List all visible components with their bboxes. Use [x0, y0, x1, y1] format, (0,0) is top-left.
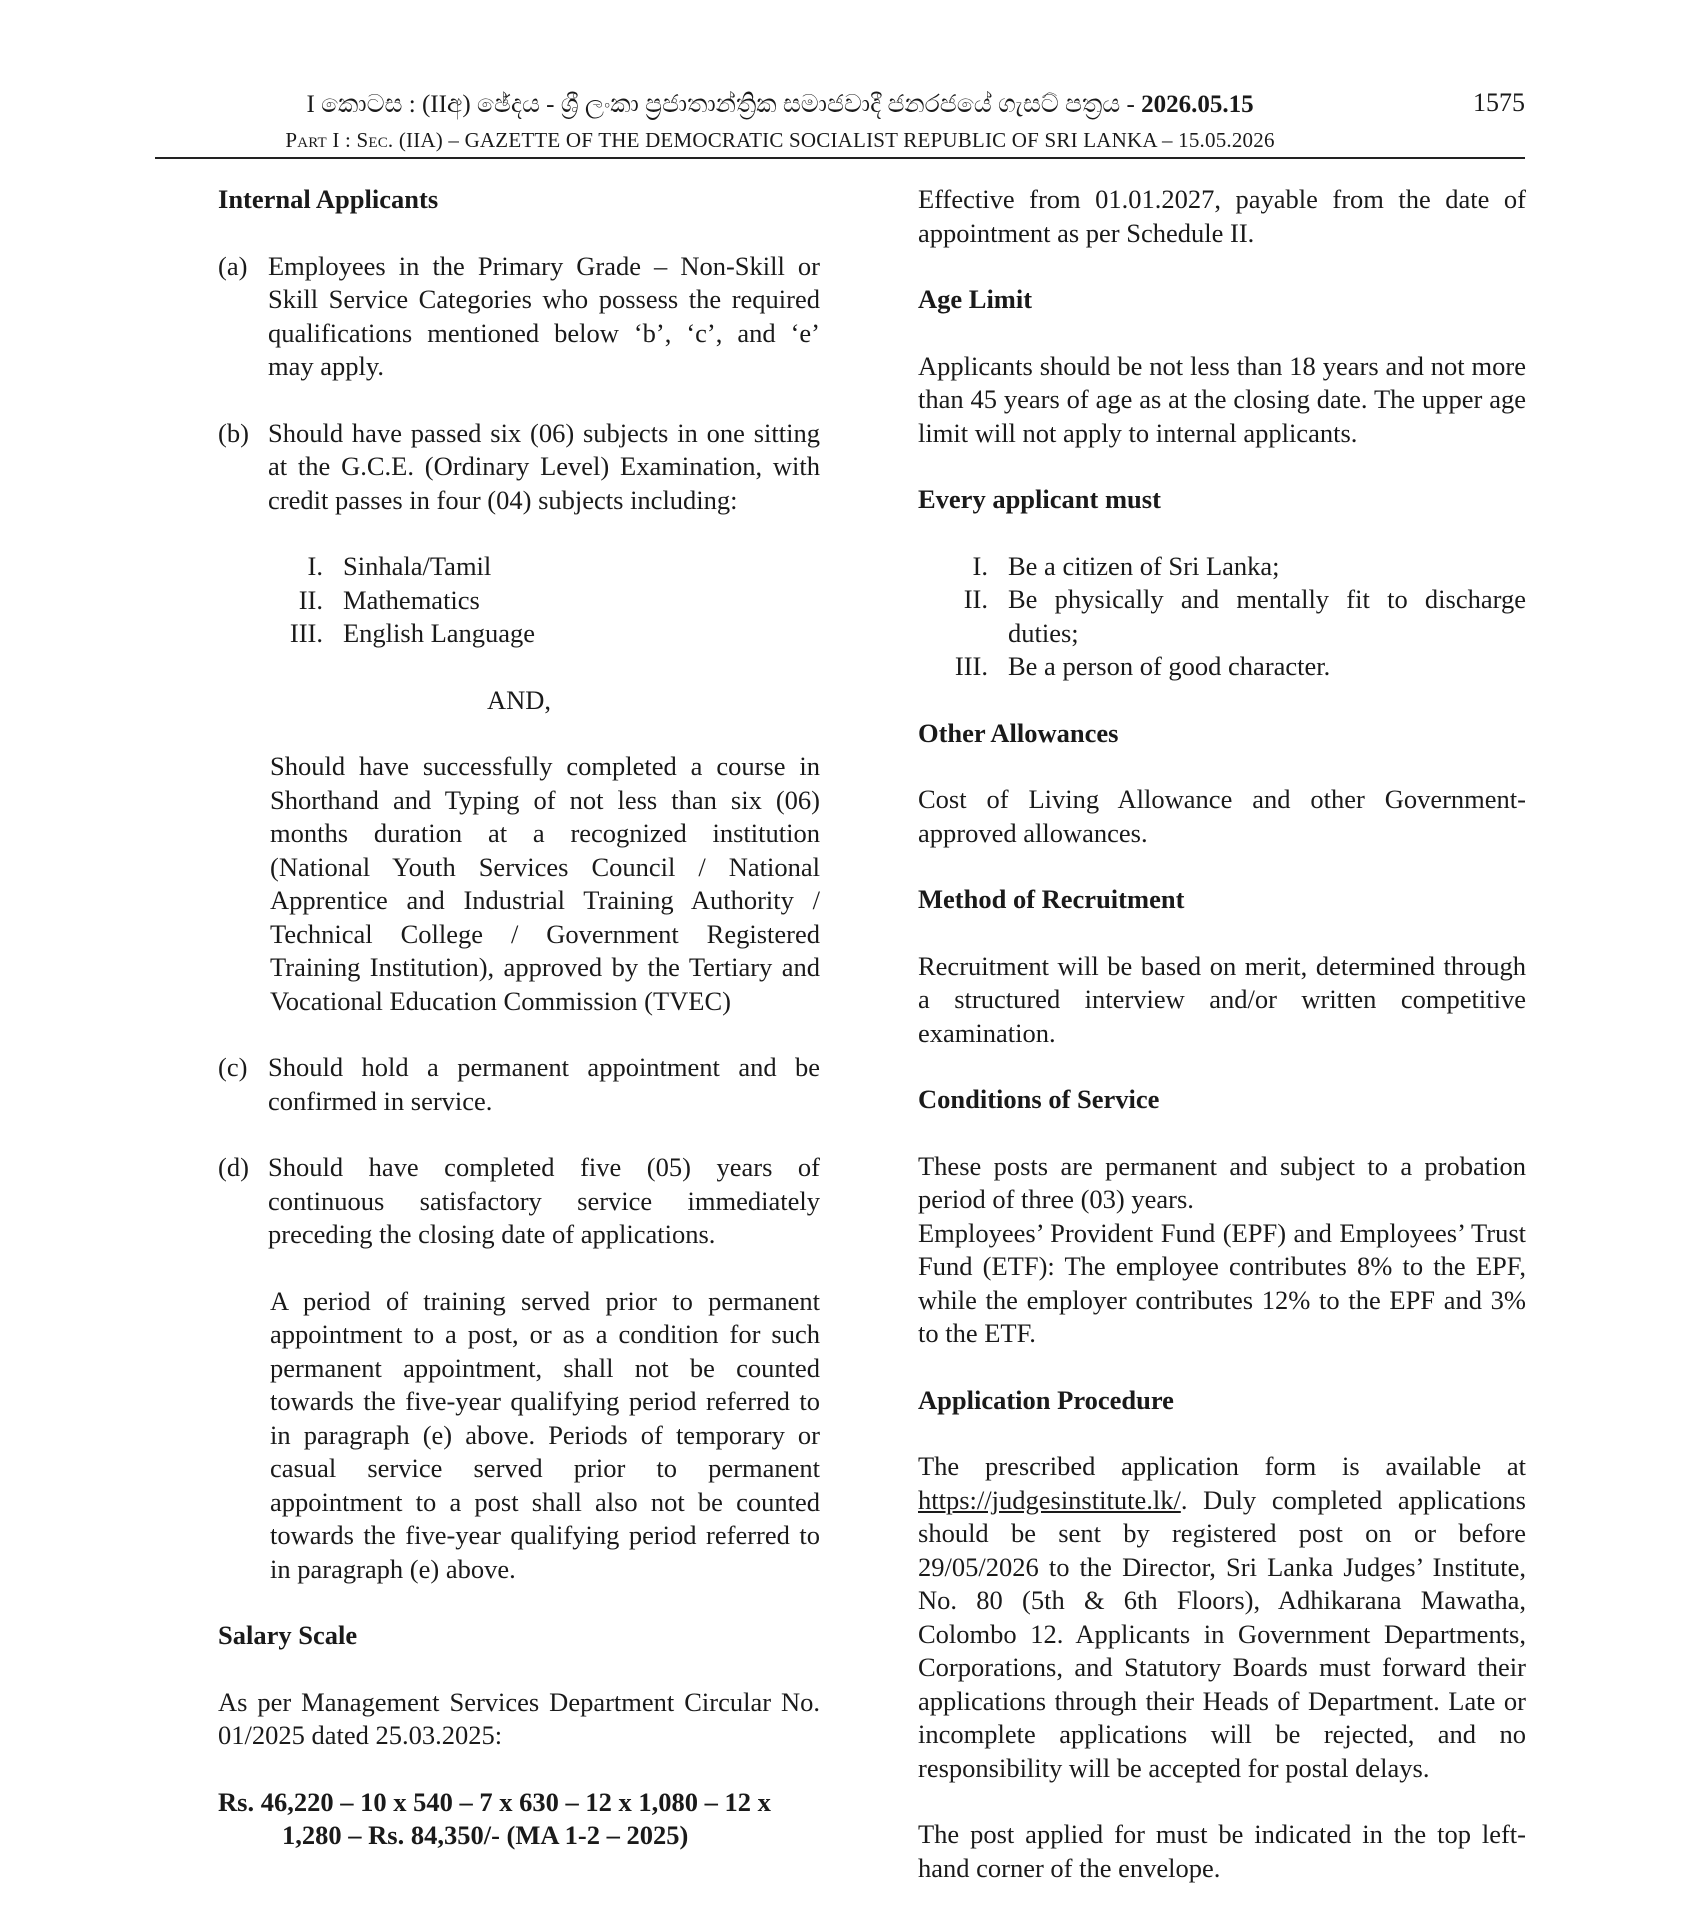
- every-applicant-heading: Every applicant must: [918, 484, 1161, 514]
- list-text: English Language: [343, 618, 536, 648]
- sinhala-header-line: [155, 88, 1405, 122]
- list-text: Be a citizen of Sri Lanka;: [1008, 550, 1280, 581]
- list-number: II.: [963, 584, 988, 614]
- item-text: Should hold a permanent appointment and be confirmed in service.: [268, 1052, 820, 1116]
- list-number: III.: [954, 651, 988, 681]
- list-number: II.: [298, 584, 323, 615]
- sinhala-header-title: I කොටස : (IIඅ) ඡේදය - ශ්‍රී ලංකා ප්‍රජාතාන්ත්‍රික සමාජවාදී ජනරජයේ ගැසට් පත්‍රය -: [306, 91, 1142, 118]
- list-item: [918, 550, 1526, 584]
- right-column: [918, 183, 1526, 1918]
- list-item: [218, 550, 820, 584]
- item-label: (b): [218, 417, 249, 448]
- salary-scale-line-2: 1,280 – Rs. 84,350/- (MA 1-2 – 2025): [282, 1820, 689, 1850]
- applicant-requirements-list: [918, 550, 1526, 684]
- header-part-label: Part I : Sec.: [285, 128, 399, 152]
- list-number: I.: [307, 551, 323, 581]
- and-conjunction: AND,: [486, 684, 552, 715]
- item-text: Employees in the Primary Grade – Non-Skill or Skill Service Categories who possess the required qualifications mentioned below ‘b’, ‘c’, and ‘e’ may apply.: [268, 250, 820, 381]
- requirement-c: [218, 1051, 820, 1118]
- list-text: Be a person of good character.: [1008, 651, 1331, 681]
- other-allowances-text: Cost of Living Allowance and other Government-approved allowances.: [918, 784, 1526, 848]
- age-limit-heading: Age Limit: [918, 284, 1033, 314]
- page-number: 1575: [1473, 88, 1525, 117]
- age-limit-text: Applicants should be not less than 18 years and not more than 45 years of age as at the closing date. The upper age limit will not apply to internal applicants.: [918, 350, 1526, 448]
- list-text: Mathematics: [343, 584, 480, 615]
- conditions-of-service-text: These posts are permanent and subject to a probation period of three (03) years.: [918, 1150, 1526, 1214]
- application-form-link[interactable]: https://judgesinstitute.lk/: [918, 1484, 1181, 1515]
- list-item: [918, 650, 1526, 684]
- list-item: [918, 583, 1526, 650]
- salary-scale: [218, 1786, 820, 1853]
- application-procedure-heading: Application Procedure: [918, 1384, 1174, 1415]
- training-period-note: A period of training served prior to permanent appointment to a post, or as a condition for such permanent appointment, shall not be counted towards the five-year qualifying period referred to in paragraph (e) above. Periods of temporary or casual service served prior to permanent appointment to a post shall also not be counted towards the five-year qualifying period referred to in paragraph (e) above.: [270, 1285, 820, 1584]
- salary-circular-text: As per Management Services Department Circular No. 01/2025 dated 25.03.2025:: [218, 1686, 820, 1750]
- envelope-instruction: The post applied for must be indicated in the top left-hand corner of the envelope.: [918, 1819, 1526, 1883]
- item-label: (a): [218, 250, 248, 281]
- method-of-recruitment-heading: Method of Recruitment: [918, 884, 1185, 914]
- salary-scale-line-1: Rs. 46,220 – 10 x 540 – 7 x 630 – 12 x 1,080 – 12 x: [218, 1786, 771, 1817]
- other-allowances-heading: Other Allowances: [918, 717, 1119, 748]
- requirement-b: [218, 417, 820, 518]
- item-text: Should have completed five (05) years of continuous satisfactory service immediately preceding the closing date of applications.: [268, 1152, 820, 1249]
- left-column: [218, 183, 820, 1853]
- sinhala-header-date: 2026.05.15: [1141, 91, 1254, 118]
- list-text: Sinhala/Tamil: [343, 551, 492, 581]
- item-label: (d): [218, 1152, 249, 1182]
- application-procedure-text: [918, 1450, 1526, 1785]
- english-header-line: [155, 126, 1405, 154]
- list-item: [218, 617, 820, 651]
- epf-etf-text: Employees’ Provident Fund (EPF) and Employees’ Trust Fund (ETF): The employee contributes 8% to the EPF, while the employer contributes 12% to the EPF and 3% to the ETF.: [918, 1217, 1526, 1348]
- effective-date-text: Effective from 01.01.2027, payable from the date of appointment as per Schedule II.: [918, 184, 1526, 248]
- list-text: Be physically and mentally fit to discharge duties;: [1008, 584, 1526, 648]
- requirement-d: [218, 1151, 820, 1252]
- subjects-list: [218, 550, 820, 651]
- item-label: (c): [218, 1052, 248, 1082]
- header-divider: [155, 157, 1525, 159]
- procedure-intro: The prescribed application form is available at: [918, 1451, 1526, 1481]
- requirement-a: [218, 250, 820, 384]
- internal-applicants-heading: Internal Applicants: [218, 184, 439, 214]
- list-number: I.: [972, 550, 988, 581]
- list-item: [218, 584, 820, 618]
- procedure-details: . Duly completed applications should be sent by registered post on or before 29/05/2026 to the Director, Sri Lanka Judges’ Institute, No. 80 (5th & 6th Floors), Adhikarana Mawatha, Colombo 12. Applicants in Government Departments, Corporations, and Statutory Boards must forward their applications through their Heads of Department. Late or incomplete applications will be rejected, and no responsibility will be accepted for postal delays.: [918, 1484, 1526, 1783]
- header-gazette-title: (IIA) – GAZETTE OF THE DEMOCRATIC SOCIALIST REPUBLIC OF SRI LANKA – 15.05.2026: [398, 128, 1275, 152]
- conditions-of-service-heading: Conditions of Service: [918, 1084, 1160, 1114]
- salary-scale-heading: Salary Scale: [218, 1620, 358, 1650]
- shorthand-requirement: Should have successfully completed a course in Shorthand and Typing of not less than six (06) months duration at a recognized institution (National Youth Services Council / National Apprentice and Industrial Training Authority / Technical College / Government Registered Training Institution), approved by the Tertiary and Vocational Education Commission (TVEC): [270, 751, 820, 1016]
- list-number: III.: [289, 618, 323, 648]
- method-of-recruitment-text: Recruitment will be based on merit, determined through a structured interview and/or written competitive examination.: [918, 950, 1526, 1048]
- item-text: Should have passed six (06) subjects in one sitting at the G.C.E. (Ordinary Level) Examination, with credit passes in four (04) subjects including:: [268, 417, 820, 515]
